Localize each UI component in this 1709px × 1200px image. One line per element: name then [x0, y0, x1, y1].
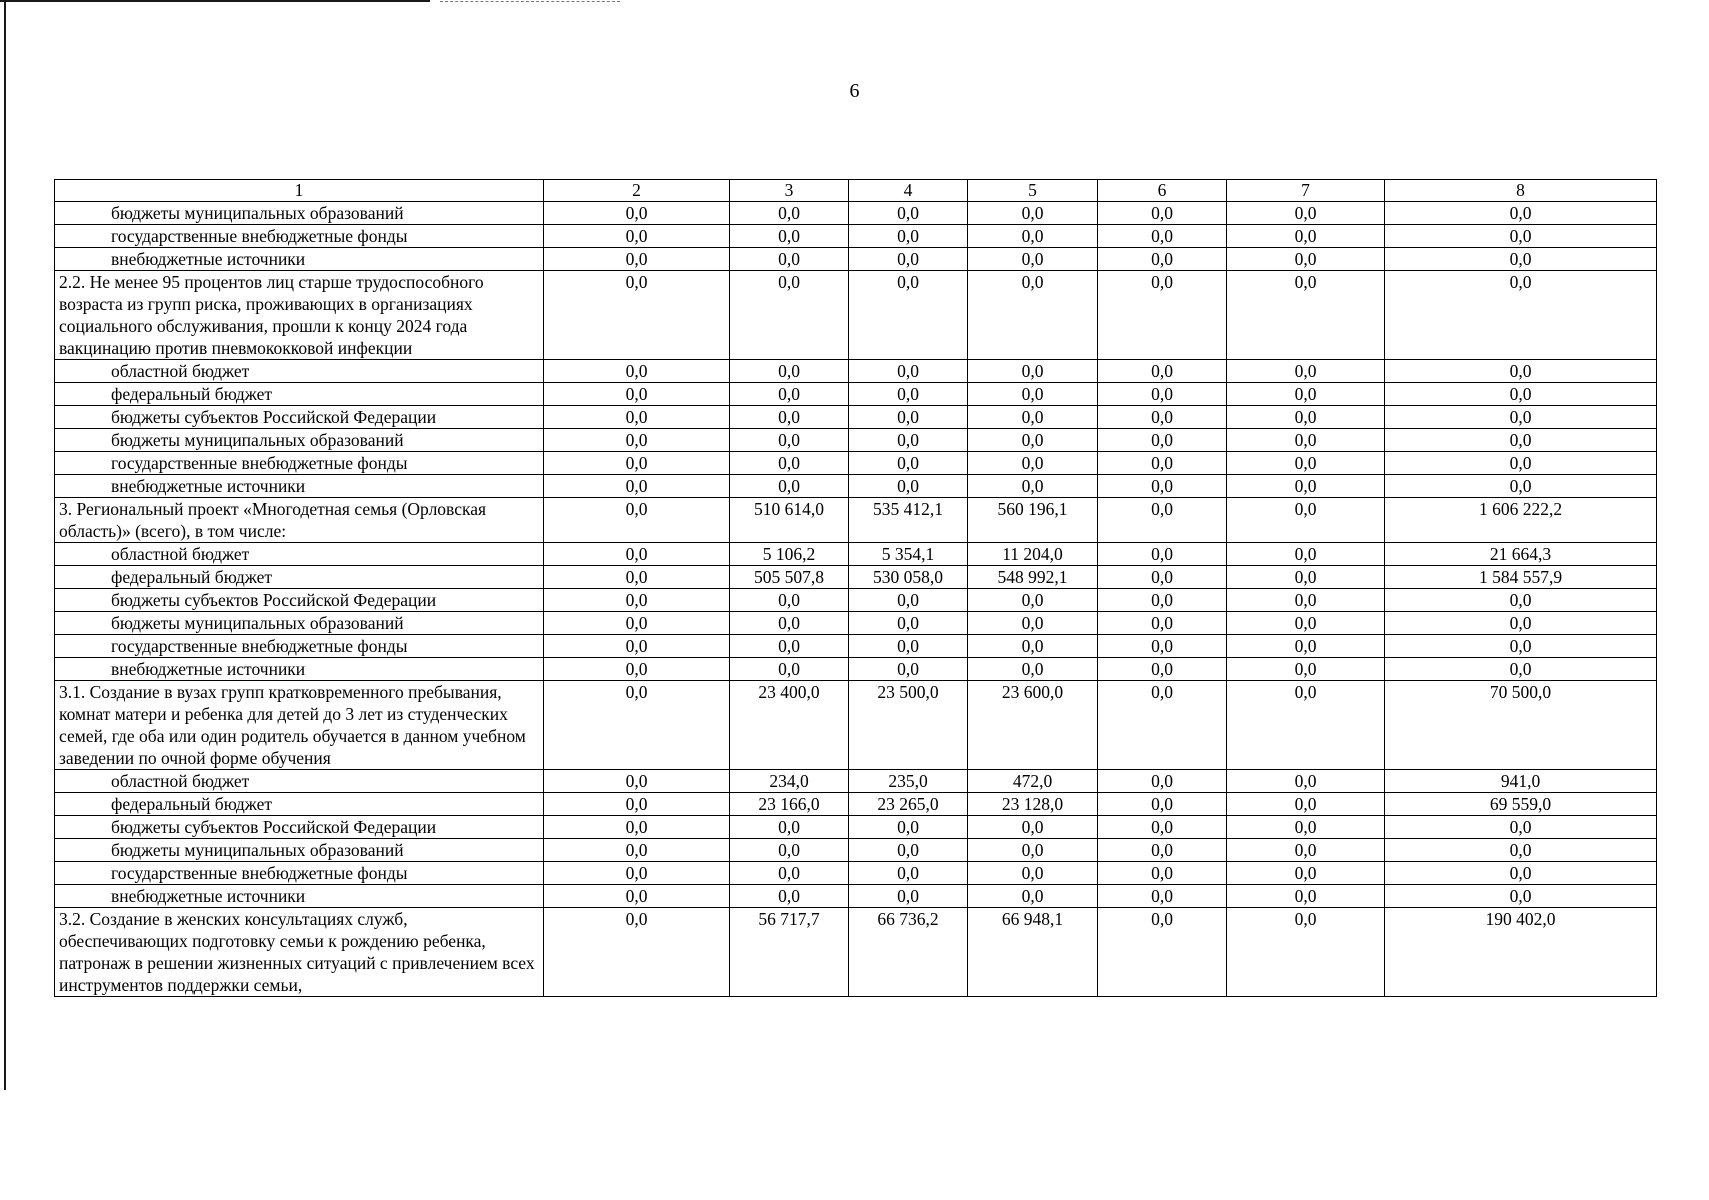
cell-col-2: 0,0: [544, 839, 730, 862]
cell-col-3: 0,0: [730, 429, 849, 452]
cell-col-3: 0,0: [730, 383, 849, 406]
row-funding-source: внебюджетные источники: [55, 248, 544, 271]
table-row: [55, 202, 1657, 225]
table-body: [55, 202, 1657, 997]
cell-col-7: 0,0: [1227, 202, 1385, 225]
cell-col-3: 23 166,0: [730, 793, 849, 816]
cell-col-2: 0,0: [544, 248, 730, 271]
cell-col-4: 5 354,1: [849, 543, 968, 566]
table-row: [55, 360, 1657, 383]
cell-col-3: 0,0: [730, 271, 849, 360]
cell-col-5: 0,0: [968, 612, 1098, 635]
cell-col-4: 0,0: [849, 360, 968, 383]
table-row: [55, 816, 1657, 839]
cell-col-2: 0,0: [544, 885, 730, 908]
cell-col-6: 0,0: [1098, 248, 1227, 271]
cell-col-6: 0,0: [1098, 816, 1227, 839]
cell-col-6: 0,0: [1098, 566, 1227, 589]
row-funding-source: бюджеты муниципальных образований: [55, 429, 544, 452]
cell-col-2: 0,0: [544, 681, 730, 770]
cell-col-4: 0,0: [849, 862, 968, 885]
cell-col-2: 0,0: [544, 452, 730, 475]
cell-col-3: 5 106,2: [730, 543, 849, 566]
cell-col-3: 0,0: [730, 635, 849, 658]
cell-col-5: 0,0: [968, 202, 1098, 225]
row-funding-source: областной бюджет: [55, 360, 544, 383]
cell-col-3: 0,0: [730, 452, 849, 475]
column-number-1: 1: [55, 180, 544, 202]
cell-col-8: 0,0: [1385, 452, 1657, 475]
cell-col-8: 0,0: [1385, 360, 1657, 383]
cell-col-8: 70 500,0: [1385, 681, 1657, 770]
column-number-4: 4: [849, 180, 968, 202]
cell-col-7: 0,0: [1227, 839, 1385, 862]
cell-col-7: 0,0: [1227, 589, 1385, 612]
row-funding-source: государственные внебюджетные фонды: [55, 862, 544, 885]
cell-col-4: 530 058,0: [849, 566, 968, 589]
cell-col-2: 0,0: [544, 360, 730, 383]
cell-col-8: 190 402,0: [1385, 908, 1657, 997]
cell-col-7: 0,0: [1227, 360, 1385, 383]
cell-col-4: 0,0: [849, 885, 968, 908]
cell-col-7: 0,0: [1227, 635, 1385, 658]
cell-col-8: 21 664,3: [1385, 543, 1657, 566]
cell-col-5: 0,0: [968, 816, 1098, 839]
table-row: [55, 429, 1657, 452]
cell-col-2: 0,0: [544, 406, 730, 429]
cell-col-5: 11 204,0: [968, 543, 1098, 566]
table-row: [55, 862, 1657, 885]
cell-col-5: 0,0: [968, 589, 1098, 612]
cell-col-7: 0,0: [1227, 543, 1385, 566]
cell-col-8: 1 584 557,9: [1385, 566, 1657, 589]
table-row: [55, 271, 1657, 360]
cell-col-6: 0,0: [1098, 202, 1227, 225]
cell-col-6: 0,0: [1098, 770, 1227, 793]
cell-col-2: 0,0: [544, 635, 730, 658]
row-funding-source: внебюджетные источники: [55, 475, 544, 498]
table-row: [55, 635, 1657, 658]
cell-col-6: 0,0: [1098, 635, 1227, 658]
table-row: [55, 885, 1657, 908]
cell-col-4: 0,0: [849, 271, 968, 360]
cell-col-2: 0,0: [544, 612, 730, 635]
cell-col-3: 0,0: [730, 839, 849, 862]
cell-col-6: 0,0: [1098, 383, 1227, 406]
cell-col-8: 0,0: [1385, 225, 1657, 248]
cell-col-6: 0,0: [1098, 429, 1227, 452]
cell-col-5: 0,0: [968, 248, 1098, 271]
cell-col-6: 0,0: [1098, 839, 1227, 862]
cell-col-7: 0,0: [1227, 816, 1385, 839]
cell-col-2: 0,0: [544, 202, 730, 225]
cell-col-4: 0,0: [849, 612, 968, 635]
cell-col-4: 66 736,2: [849, 908, 968, 997]
cell-col-7: 0,0: [1227, 658, 1385, 681]
cell-col-4: 0,0: [849, 452, 968, 475]
cell-col-7: 0,0: [1227, 612, 1385, 635]
column-number-3: 3: [730, 180, 849, 202]
cell-col-5: 0,0: [968, 839, 1098, 862]
cell-col-3: 56 717,7: [730, 908, 849, 997]
cell-col-5: 0,0: [968, 271, 1098, 360]
cell-col-6: 0,0: [1098, 612, 1227, 635]
column-number-5: 5: [968, 180, 1098, 202]
cell-col-8: 0,0: [1385, 816, 1657, 839]
cell-col-3: 0,0: [730, 225, 849, 248]
cell-col-8: 0,0: [1385, 635, 1657, 658]
cell-col-6: 0,0: [1098, 225, 1227, 248]
column-number-2: 2: [544, 180, 730, 202]
cell-col-7: 0,0: [1227, 681, 1385, 770]
cell-col-8: 0,0: [1385, 839, 1657, 862]
cell-col-3: 0,0: [730, 248, 849, 271]
cell-col-8: 0,0: [1385, 475, 1657, 498]
cell-col-4: 0,0: [849, 248, 968, 271]
cell-col-7: 0,0: [1227, 475, 1385, 498]
row-funding-source: бюджеты муниципальных образований: [55, 612, 544, 635]
cell-col-7: 0,0: [1227, 383, 1385, 406]
row-funding-source: федеральный бюджет: [55, 566, 544, 589]
cell-col-3: 0,0: [730, 816, 849, 839]
cell-col-7: 0,0: [1227, 429, 1385, 452]
cell-col-8: 0,0: [1385, 429, 1657, 452]
cell-col-6: 0,0: [1098, 271, 1227, 360]
table-row: [55, 908, 1657, 997]
cell-col-5: 0,0: [968, 429, 1098, 452]
cell-col-3: 0,0: [730, 612, 849, 635]
row-funding-source: областной бюджет: [55, 543, 544, 566]
cell-col-3: 505 507,8: [730, 566, 849, 589]
cell-col-7: 0,0: [1227, 498, 1385, 543]
cell-col-4: 0,0: [849, 475, 968, 498]
cell-col-5: 548 992,1: [968, 566, 1098, 589]
cell-col-4: 0,0: [849, 406, 968, 429]
cell-col-8: 0,0: [1385, 862, 1657, 885]
row-funding-source: федеральный бюджет: [55, 793, 544, 816]
cell-col-7: 0,0: [1227, 862, 1385, 885]
cell-col-5: 0,0: [968, 360, 1098, 383]
cell-col-3: 0,0: [730, 862, 849, 885]
cell-col-2: 0,0: [544, 816, 730, 839]
cell-col-4: 23 500,0: [849, 681, 968, 770]
cell-col-5: 0,0: [968, 658, 1098, 681]
cell-col-5: 0,0: [968, 885, 1098, 908]
cell-col-3: 0,0: [730, 360, 849, 383]
table-row: [55, 681, 1657, 770]
cell-col-5: 0,0: [968, 452, 1098, 475]
table-row: [55, 543, 1657, 566]
cell-col-7: 0,0: [1227, 770, 1385, 793]
cell-col-4: 23 265,0: [849, 793, 968, 816]
cell-col-5: 0,0: [968, 475, 1098, 498]
cell-col-7: 0,0: [1227, 248, 1385, 271]
cell-col-6: 0,0: [1098, 406, 1227, 429]
cell-col-4: 0,0: [849, 589, 968, 612]
cell-col-7: 0,0: [1227, 271, 1385, 360]
cell-col-8: 0,0: [1385, 885, 1657, 908]
row-funding-source: бюджеты субъектов Российской Федерации: [55, 816, 544, 839]
cell-col-8: 0,0: [1385, 383, 1657, 406]
cell-col-7: 0,0: [1227, 793, 1385, 816]
row-funding-source: государственные внебюджетные фонды: [55, 452, 544, 475]
cell-col-8: 0,0: [1385, 612, 1657, 635]
cell-col-4: 0,0: [849, 429, 968, 452]
column-number-row: [55, 180, 1657, 202]
row-funding-source: бюджеты муниципальных образований: [55, 839, 544, 862]
row-funding-source: бюджеты субъектов Российской Федерации: [55, 589, 544, 612]
cell-col-2: 0,0: [544, 908, 730, 997]
row-item-title: 3.1. Создание в вузах групп кратковременного пребывания, комнат матери и ребенка для детей до 3 лет из студенческих семей, где оба или один родитель обучается в данном учебном заведении по очной форме обучения: [55, 681, 544, 770]
table-row: [55, 498, 1657, 543]
table-row: [55, 770, 1657, 793]
page-number: 6: [849, 80, 860, 102]
cell-col-8: 0,0: [1385, 271, 1657, 360]
cell-col-7: 0,0: [1227, 908, 1385, 997]
cell-col-4: 535 412,1: [849, 498, 968, 543]
cell-col-3: 510 614,0: [730, 498, 849, 543]
row-item-title: 3.2. Создание в женских консультациях служб, обеспечивающих подготовку семьи к рождению ребенка, патронаж в решении жизненных ситуаций с привлечением всех инструментов поддержки семьи,: [55, 908, 544, 997]
cell-col-5: 0,0: [968, 383, 1098, 406]
cell-col-6: 0,0: [1098, 681, 1227, 770]
table-row: [55, 612, 1657, 635]
cell-col-2: 0,0: [544, 475, 730, 498]
cell-col-7: 0,0: [1227, 452, 1385, 475]
cell-col-6: 0,0: [1098, 360, 1227, 383]
row-funding-source: внебюджетные источники: [55, 885, 544, 908]
table-row: [55, 589, 1657, 612]
table-row: [55, 406, 1657, 429]
cell-col-6: 0,0: [1098, 589, 1227, 612]
cell-col-7: 0,0: [1227, 225, 1385, 248]
row-funding-source: государственные внебюджетные фонды: [55, 635, 544, 658]
cell-col-2: 0,0: [544, 862, 730, 885]
scan-edge-left: [4, 0, 6, 1090]
cell-col-3: 0,0: [730, 475, 849, 498]
cell-col-5: 0,0: [968, 862, 1098, 885]
scan-edge-top-dashed: [440, 1, 620, 3]
cell-col-2: 0,0: [544, 225, 730, 248]
cell-col-2: 0,0: [544, 793, 730, 816]
cell-col-4: 0,0: [849, 816, 968, 839]
row-item-title: 2.2. Не менее 95 процентов лиц старше трудоспособного возраста из групп риска, проживающих в организациях социального обслуживания, прошли к концу 2024 года вакцинацию против пневмококковой инфекции: [55, 271, 544, 360]
table-row: [55, 452, 1657, 475]
cell-col-3: 23 400,0: [730, 681, 849, 770]
cell-col-7: 0,0: [1227, 406, 1385, 429]
table-row: [55, 225, 1657, 248]
table-row: [55, 248, 1657, 271]
cell-col-8: 69 559,0: [1385, 793, 1657, 816]
cell-col-7: 0,0: [1227, 885, 1385, 908]
table-row: [55, 566, 1657, 589]
cell-col-2: 0,0: [544, 566, 730, 589]
cell-col-8: 0,0: [1385, 202, 1657, 225]
row-item-title: 3. Региональный проект «Многодетная семья (Орловская область)» (всего), в том числе:: [55, 498, 544, 543]
cell-col-5: 0,0: [968, 406, 1098, 429]
cell-col-2: 0,0: [544, 498, 730, 543]
cell-col-6: 0,0: [1098, 475, 1227, 498]
cell-col-5: 472,0: [968, 770, 1098, 793]
cell-col-8: 0,0: [1385, 248, 1657, 271]
cell-col-6: 0,0: [1098, 908, 1227, 997]
cell-col-5: 23 128,0: [968, 793, 1098, 816]
cell-col-2: 0,0: [544, 770, 730, 793]
cell-col-6: 0,0: [1098, 793, 1227, 816]
cell-col-8: 0,0: [1385, 406, 1657, 429]
cell-col-8: 1 606 222,2: [1385, 498, 1657, 543]
budget-table: [54, 179, 1657, 997]
row-funding-source: внебюджетные источники: [55, 658, 544, 681]
row-funding-source: областной бюджет: [55, 770, 544, 793]
cell-col-2: 0,0: [544, 271, 730, 360]
column-number-7: 7: [1227, 180, 1385, 202]
cell-col-5: 560 196,1: [968, 498, 1098, 543]
cell-col-4: 0,0: [849, 383, 968, 406]
cell-col-3: 234,0: [730, 770, 849, 793]
cell-col-6: 0,0: [1098, 862, 1227, 885]
cell-col-2: 0,0: [544, 589, 730, 612]
cell-col-5: 66 948,1: [968, 908, 1098, 997]
cell-col-2: 0,0: [544, 543, 730, 566]
table-row: [55, 793, 1657, 816]
table-row: [55, 383, 1657, 406]
cell-col-8: 941,0: [1385, 770, 1657, 793]
row-funding-source: бюджеты муниципальных образований: [55, 202, 544, 225]
cell-col-5: 0,0: [968, 635, 1098, 658]
table-row: [55, 839, 1657, 862]
cell-col-4: 0,0: [849, 225, 968, 248]
cell-col-2: 0,0: [544, 383, 730, 406]
cell-col-8: 0,0: [1385, 658, 1657, 681]
table-row: [55, 658, 1657, 681]
cell-col-2: 0,0: [544, 429, 730, 452]
cell-col-4: 0,0: [849, 658, 968, 681]
cell-col-6: 0,0: [1098, 498, 1227, 543]
row-funding-source: федеральный бюджет: [55, 383, 544, 406]
column-number-6: 6: [1098, 180, 1227, 202]
row-funding-source: бюджеты субъектов Российской Федерации: [55, 406, 544, 429]
cell-col-2: 0,0: [544, 658, 730, 681]
cell-col-3: 0,0: [730, 202, 849, 225]
cell-col-4: 0,0: [849, 635, 968, 658]
row-funding-source: государственные внебюджетные фонды: [55, 225, 544, 248]
cell-col-4: 235,0: [849, 770, 968, 793]
cell-col-4: 0,0: [849, 839, 968, 862]
cell-col-5: 0,0: [968, 225, 1098, 248]
cell-col-7: 0,0: [1227, 566, 1385, 589]
cell-col-5: 23 600,0: [968, 681, 1098, 770]
cell-col-6: 0,0: [1098, 658, 1227, 681]
column-number-8: 8: [1385, 180, 1657, 202]
cell-col-3: 0,0: [730, 658, 849, 681]
table-row: [55, 475, 1657, 498]
cell-col-4: 0,0: [849, 202, 968, 225]
cell-col-8: 0,0: [1385, 589, 1657, 612]
cell-col-6: 0,0: [1098, 885, 1227, 908]
cell-col-3: 0,0: [730, 589, 849, 612]
cell-col-3: 0,0: [730, 885, 849, 908]
cell-col-6: 0,0: [1098, 543, 1227, 566]
cell-col-3: 0,0: [730, 406, 849, 429]
cell-col-6: 0,0: [1098, 452, 1227, 475]
scan-edge-top: [0, 0, 430, 2]
